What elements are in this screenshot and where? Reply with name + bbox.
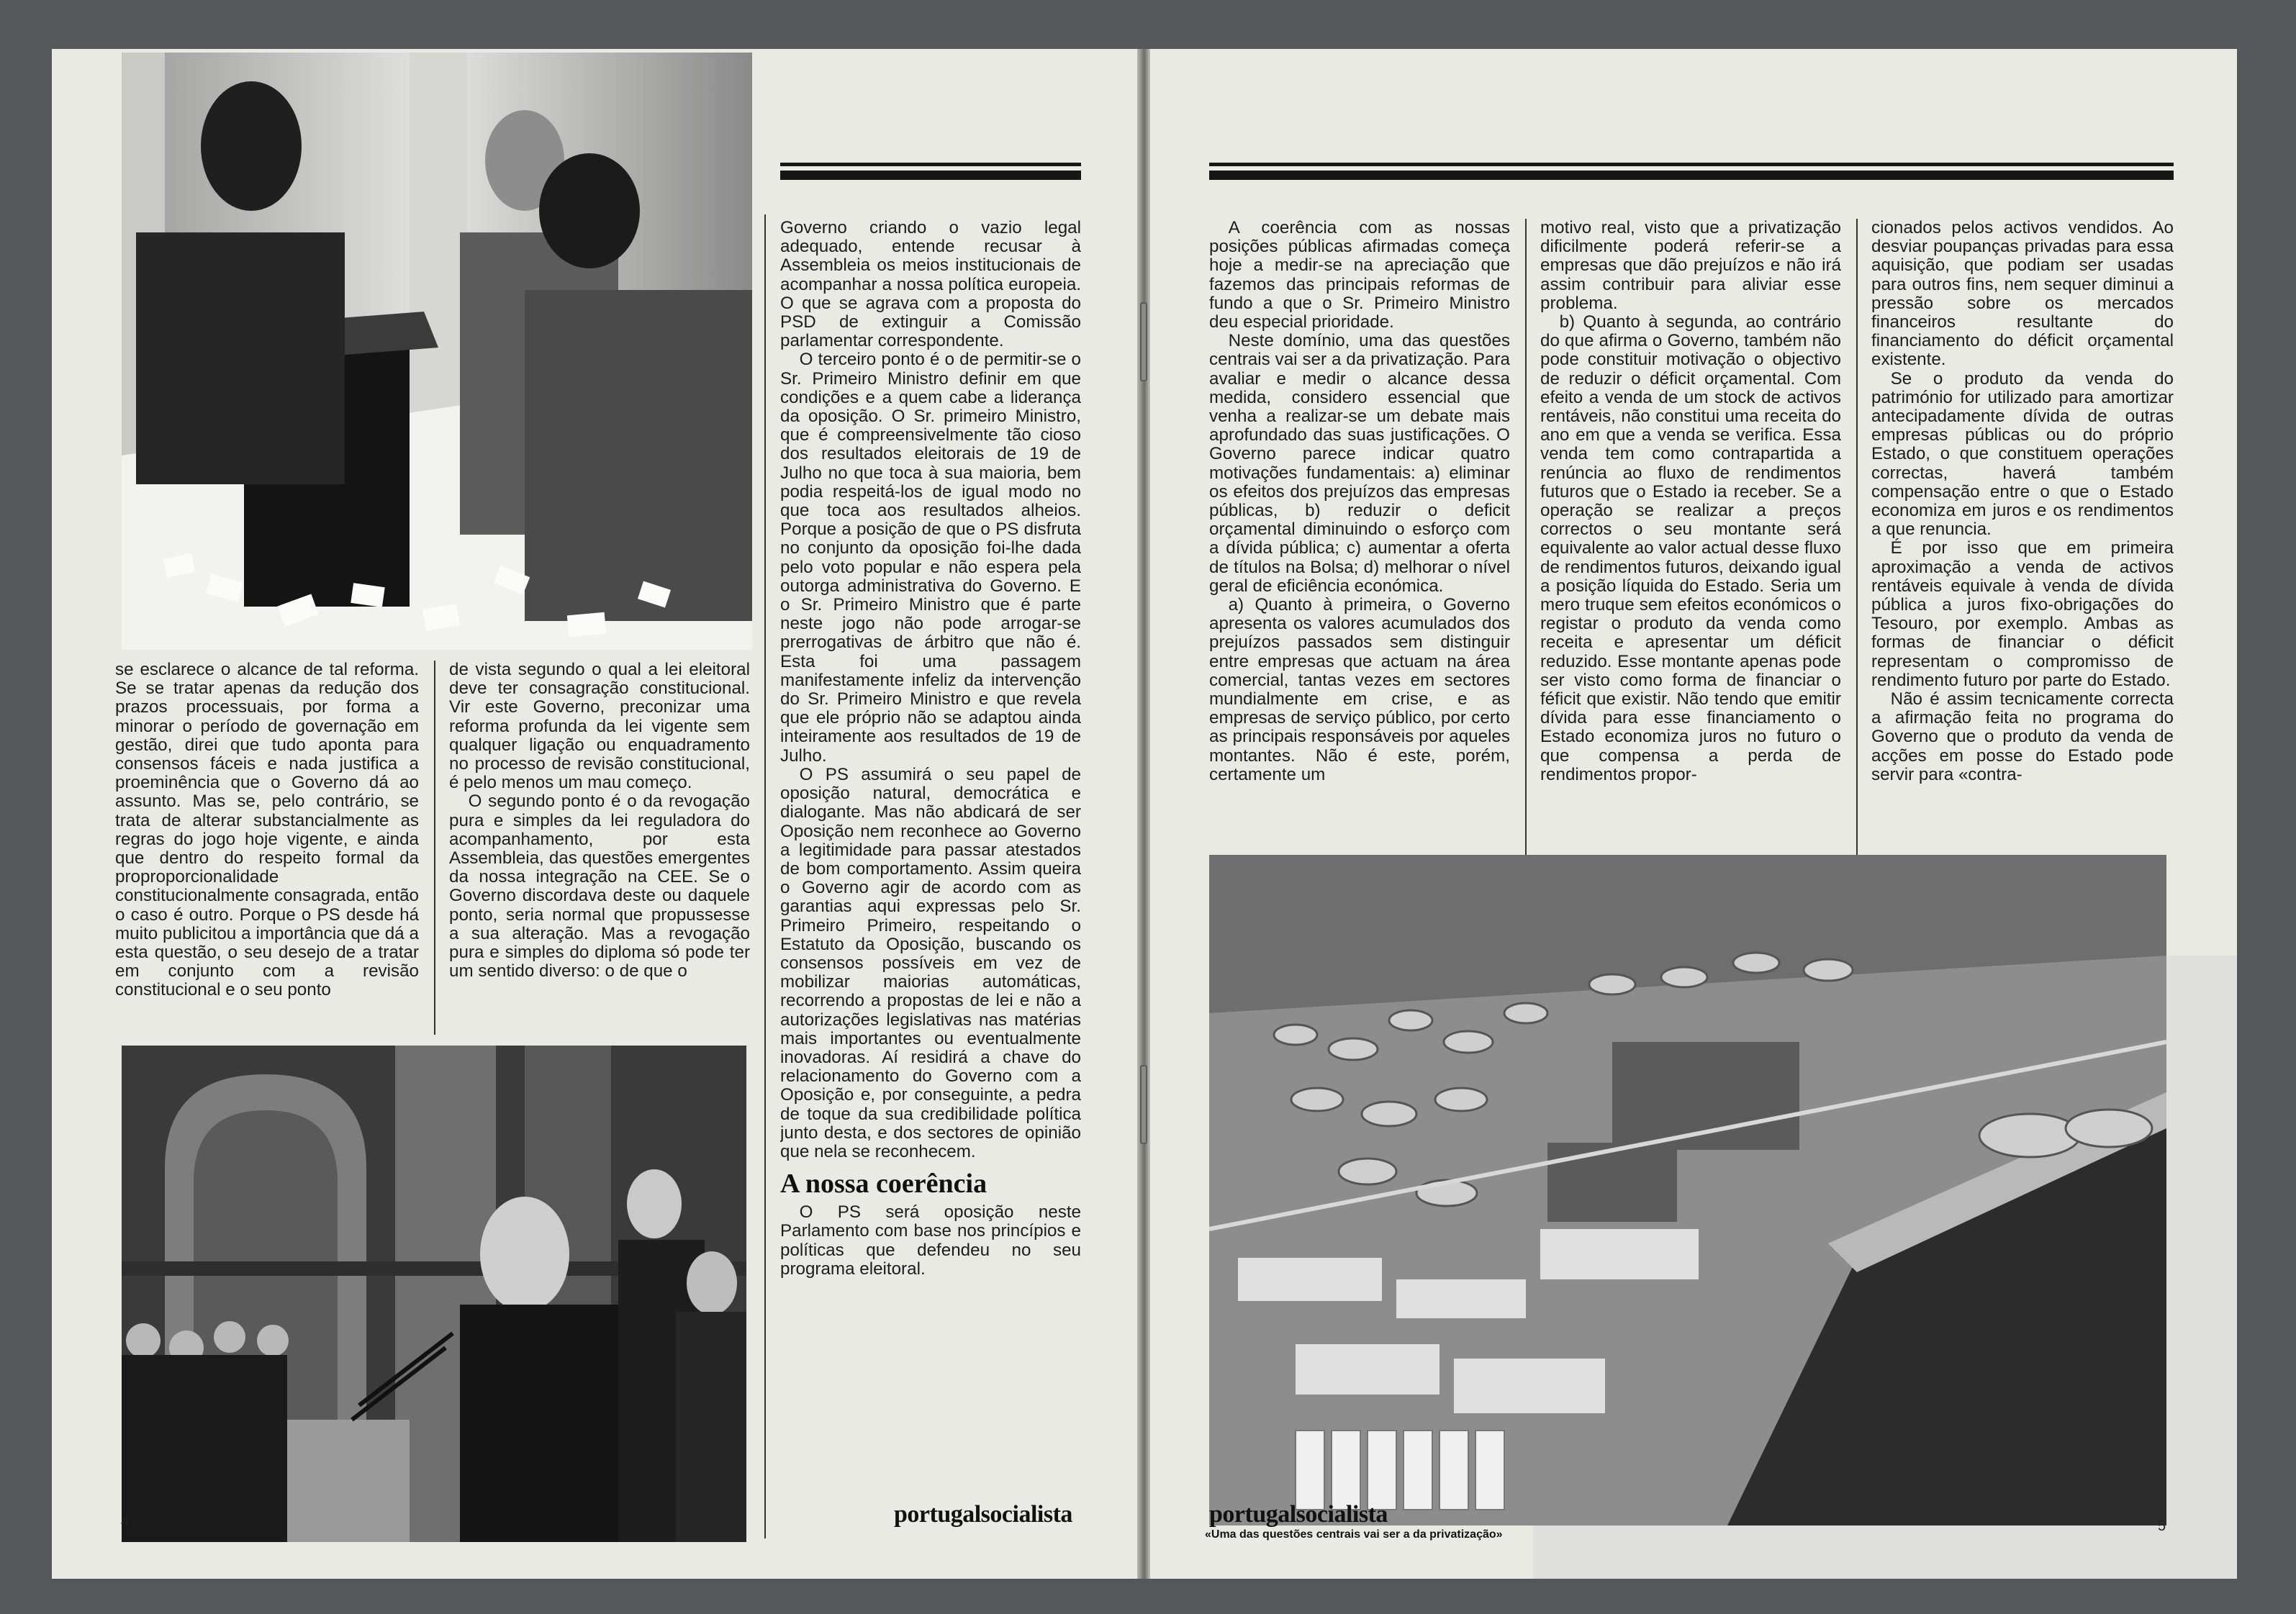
right-column-2 [1540,219,1841,888]
paragraph: A coerência com as nossas posições públicas afirmadas começa hoje a medir-se na apreciação que fazemos das principais reformas de fundo a que o Sr. Primeiro Ministro deu especial prioridade. [1209,219,1510,332]
staple [1140,302,1147,381]
paragraph: O segundo ponto é o da revogação pura e simples da lei reguladora do acompanhamento, por esta Assembleia, das questões emergentes da nossa integração na CEE. Se o Governo discordava deste ou daquele ponto, seria normal que propussesse a sua alteração. Mas a revogação pura e simples do diploma só pode ter um sentido diverso: o de que o [449,792,750,981]
right-column-1 [1209,219,1510,888]
paragraph: Governo criando o vazio legal adequado, entende recusar à Assembleia os meios institucionais de acompanhar a nossa política europeia. O que se agrava com a proposta do PSD de extinguir a Comissão parlamentar correspondente. [780,219,1081,351]
right-column-3 [1871,219,2174,888]
spine-gutter [1137,49,1150,1579]
column-divider [1525,219,1527,888]
paragraph: b) Quanto à segunda, ao contrário do que afirma o Governo, também não pode constituir motivação o objectivo de reduzir o déficit orçamental. Com efeito a venda de um stock de activos rentáveis, não constitui uma receita do ano em que a venda se verifica. Essa venda tem como contrapartida a renúncia ao fluxo de rendimentos futuros que o Estado ia receber. Se a operação se realizar a preços correctos o seu montante será equivalente ao valor actual desse fluxo de rendimentos futuros, deixando igual a posição líquida do Estado. Seria um mero truque sem efeitos económicos o registar o produto da venda como receita e apresentar um déficit reduzido. Esse montante apenas pode ser visto como forma de financiar o féficit que existir. Não tendo que emitir dívida para esse financiamento o Estado economiza juros no futuro o que compensa a perda de rendimentos propor- [1540,312,1841,784]
refinery-aerial-photo [1209,855,2166,1525]
paragraph: Não é assim tecnicamente correcta a afirmação feita no programa do Governo que o produto da venda de acções em posse do Estado pode servir para «contra- [1871,689,2174,784]
column-divider [764,214,766,1538]
page-number: 5 [2158,1518,2166,1534]
left-column-3 [780,219,1081,1546]
paragraph: O terceiro ponto é o de permitir-se o Sr. Primeiro Ministro definir em que condições e a quem cabe a liderança da oposição. O Sr. primeiro Ministro, que é compreensivelmente tão cioso dos resultados eleitorais de 19 de Julho no que toca à sua maioria, bem podia respeitá-los de igual modo no que toca aos resultados alheios. Porque a posição de que o PS disfruta no conjunto da oposição foi-lhe dada pelo voto popular e não espera pela outorga administrativa do Governo. E o Sr. Primeiro Ministro que é parte neste jogo não pode arrogar-se prerrogativas de árbitro que não é. Esta foi uma passagem manifestamente infeliz da intervenção do Sr. Primeiro Ministro e que revela que ele próprio não se adaptou ainda inteiramente aos resultados de 19 de Julho. [780,350,1081,766]
section-heading: A nossa coerência [780,1169,987,1200]
paragraph: Neste domínio, uma das questões centrais vai ser a da privatização. Para avaliar e medir o alcance dessa medida, considero essencial que venha a realizar-se um debate mais aprofundado das suas justificações. O Governo parece indicar quatro motivações fundamentais: a) eliminar os efeitos dos prejuízos das empresas públicas, b) reduzir o deficit orçamental diminuindo o esforço com a dívida pública; c) aumentar a oferta de títulos na Bolsa; d) melhorar o nível geral de eficiência económica. [1209,331,1510,596]
staple [1140,1065,1147,1144]
paragraph: É por isso que em primeira aproximação a venda de activos rentáveis equivale à venda de dívida pública a juros fixo-obrigações do Tesouro, por exemplo. Ambas as formas de financiar o déficit representam o compromisso de rendimento futuro por parte do Estado. [1871,538,2174,690]
paragraph: de vista segundo o qual a lei eleitoral deve ter consagração constitucional. Vir este Governo, preconizar uma reforma profunda da lei vigente sem qualquer ligação ou enquadramento no processo de revisão constitucional, é pelo menos um mau começo. [449,661,750,793]
ballot-box-photo [122,53,752,650]
paragraph: O PS será oposição neste Parlamento com base nos princípios e políticas que defendeu no seu programa eleitoral. [780,1202,1081,1279]
photo-caption: «Uma das questões centrais vai ser a da privatização» [1205,1528,1503,1541]
paragraph: Se o produto da venda do património for utilizado para amortizar antecipadamente dívida de outras empresas públicas ou do próprio Estado, o que constituem operações correctas, haverá também compensação entre o que o Estado economiza em juros e os rendimentos a que renuncia. [1871,368,2174,540]
paragraph: a) Quanto à primeira, o Governo apresenta os valores acumulados dos prejuízos passados sem distinguir entre empresas que actuam na área comercial, tantas vezes em sectores mundialmente em crise, e as empresas de serviço público, por certo as principais responsáveis por aqueles montantes. Não é este, porém, certamente um [1209,595,1510,784]
column-divider [434,661,435,1035]
paragraph: se esclarece o alcance de tal reforma. Se se tratar apenas da redução dos prazos processuais, por forma a minorar o período de governação em gestão, direi que tudo aponta para consensos fáceis e nada justifica a proeminência que o Governo dá ao assunto. Mas se, pelo contrário, se trata de alterar substancialmente as regras do jogo hoje vigente, e ainda que dentro do respeito formal da proproporcionalidade constitucionalmente consagrada, então o caso é outro. Porque o PS desde há muito publicitou a importância que dá a esta questão, o seu desejo de a tratar em conjunto com a revisão constitucional e o seu ponto [115,661,419,1000]
paragraph: cionados pelos activos vendidos. Ao desviar poupanças privadas para essa aquisição, que podiam ser usadas para outros fins, nem sequer diminui a pressão sobre os mercados financeiros resultante do financiamento do déficit orçamental existente. [1871,219,2174,370]
column-divider [1856,219,1858,888]
paragraph: O PS assumirá o seu papel de oposição natural, democrática e dialogante. Mas não abdicará de ser Oposição nem reconhece ao Governo a legitimidade para passar atestados de bom comportamento. Assim queira o Governo agir de acordo com as garantias aqui expressas pelo Sr. Primeiro Primeiro, respeitando o Estatuto da Oposição, buscando os consensos possíveis em vez de mobilizar maiorias automáticas, recorrendo a propostas de lei e não a autorizações legislativas nas matérias mais importantes ou eventualmente inovadoras. Aí residirá a chave do relacionamento do Governo com a Oposição e, por conseguinte, a pedra de toque da sua credibilidade política junto desta, e dos sectores de opinião que nela se reconhecem. [780,764,1081,1161]
page-number: 4 [121,1514,130,1530]
left-column-2 [449,661,750,1037]
masthead: portugalsocialista [1209,1501,1388,1528]
top-rule-right [1209,163,2174,180]
left-column-1 [115,661,419,1037]
top-rule-left [780,163,1081,180]
parliament-speech-photo [122,1046,746,1542]
right-page [1150,49,2237,1579]
left-page [52,49,1137,1579]
paragraph: motivo real, visto que a privatização dificilmente poderá referir-se a empresas que dão prejuízos e não irá assim contribuir para aliviar esse problema. [1540,219,1841,313]
masthead: portugalsocialista [894,1501,1072,1528]
